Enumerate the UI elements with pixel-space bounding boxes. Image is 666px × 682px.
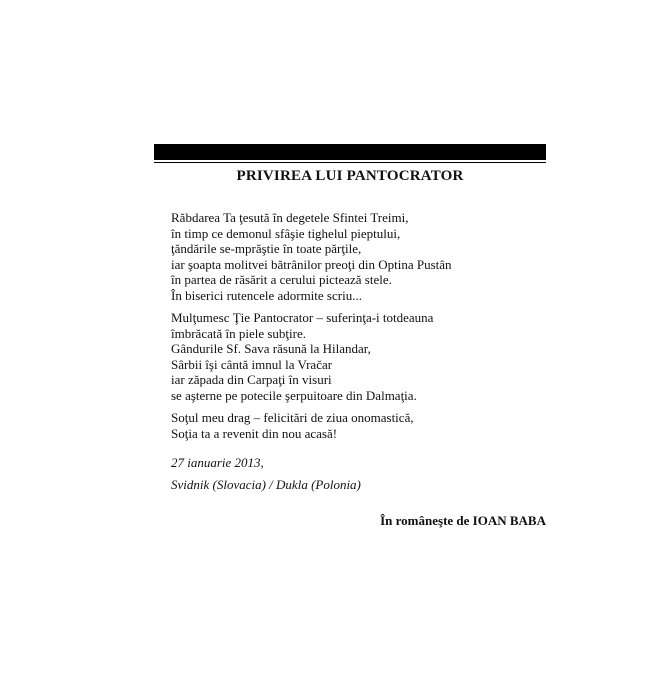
- poem-line: Soţia ta a revenit din nou acasă!: [171, 425, 338, 441]
- poem-line: iar şoapta molitvei bătrânilor preoţi din Optina Pustân: [171, 256, 452, 272]
- poem-line: Sârbii îşi cântă imnul la Vračar: [171, 356, 333, 372]
- translator-credit: În româneşte de IOAN BABA: [380, 513, 546, 528]
- poem-line: se aşterne pe potecile şerpuitoare din Dalmaţia.: [171, 387, 417, 403]
- stanza-1: [171, 210, 452, 303]
- poem-line: În biserici rutencele adormite scriu...: [171, 287, 362, 303]
- stanza-2: [171, 310, 433, 403]
- poem-line: Mulţumesc Ţie Pantocrator – suferinţa-i totdeauna: [171, 310, 434, 325]
- poem-line: în partea de răsărit a cerului pictează stele.: [171, 272, 392, 287]
- poem-place: Svidnik (Slovacia) / Dukla (Polonia): [171, 477, 361, 492]
- header-black-bar: [154, 144, 546, 160]
- header-rule: [154, 162, 546, 163]
- poem-line: Răbdarea Ta ţesută în degetele Sfintei Treimi,: [171, 210, 409, 225]
- poem-line: ţăndările se-mprăştie în toate părţile,: [171, 241, 362, 256]
- poem-title: PRIVIREA LUI PANTOCRATOR: [236, 168, 464, 184]
- poem-line: îmbrăcată în piele subţire.: [171, 325, 307, 341]
- stanza-3: [171, 410, 414, 441]
- poem-line: Gândurile Sf. Sava răsună la Hilandar,: [171, 341, 371, 356]
- poem-date: 27 ianuarie 2013,: [171, 455, 264, 470]
- poem-line: în timp ce demonul sfâşie tighelul pieptului,: [171, 225, 401, 241]
- poem-line: Soţul meu drag – felicitări de ziua onomastică,: [171, 410, 414, 425]
- poem-line: iar zăpada din Carpaţi în visuri: [171, 372, 332, 387]
